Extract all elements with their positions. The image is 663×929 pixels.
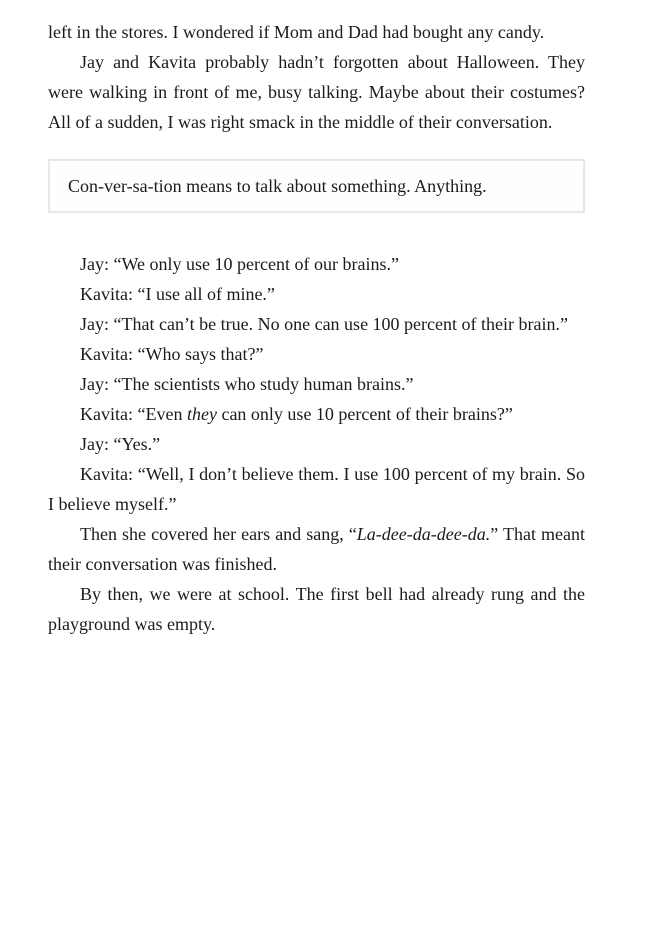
paragraph <box>48 339 585 369</box>
definition-text <box>68 171 565 201</box>
emphasized-text: La-dee-da-dee-da. <box>356 524 491 544</box>
text-run: Kavita: “I use all of mine.” <box>80 284 275 304</box>
text-run: Kavita: “Who says that?” <box>80 344 264 364</box>
paragraph <box>48 279 585 309</box>
text-run: By then, we were at school. The first bell had already rung and the playground was empty. <box>48 584 585 634</box>
text-run: left in the stores. I wondered if Mom and Dad had bought any candy. <box>48 22 545 42</box>
page-content <box>48 17 585 639</box>
paragraph <box>48 459 585 519</box>
paragraph <box>48 249 585 279</box>
paragraph <box>48 47 585 137</box>
text-run: Jay and Kavita probably hadn’t forgotten about Halloween. They were walking in front of me, busy talking. Maybe about their costumes? All of a sudden, I was right smack in the middle of their conversation. <box>48 52 585 132</box>
paragraph <box>48 519 585 579</box>
text-run: Jay: “Yes.” <box>80 434 161 454</box>
text-run: can only use 10 percent of their brains?” <box>216 404 513 424</box>
text-run: Con-ver-sa-tion means to talk about something. Anything. <box>68 176 487 196</box>
text-run: ” That meant their conversation was finished. <box>48 524 585 574</box>
text-run: Kavita: “Well, I don’t believe them. I use 100 percent of my brain. So I believe myself.” <box>48 464 585 514</box>
paragraph <box>48 17 585 47</box>
definition-box <box>48 159 585 213</box>
emphasized-text: they <box>186 404 217 424</box>
paragraph <box>48 579 585 639</box>
text-run: Kavita: “Even <box>80 404 187 424</box>
paragraph <box>48 429 585 459</box>
text-run: Then she covered her ears and sang, “ <box>80 524 357 544</box>
paragraph <box>48 399 585 429</box>
text-run: Jay: “The scientists who study human brains.” <box>80 374 414 394</box>
text-run: Jay: “We only use 10 percent of our brains.” <box>80 254 399 274</box>
paragraph <box>48 309 585 339</box>
text-run: Jay: “That can’t be true. No one can use 100 percent of their brain.” <box>80 314 568 334</box>
paragraph <box>48 369 585 399</box>
